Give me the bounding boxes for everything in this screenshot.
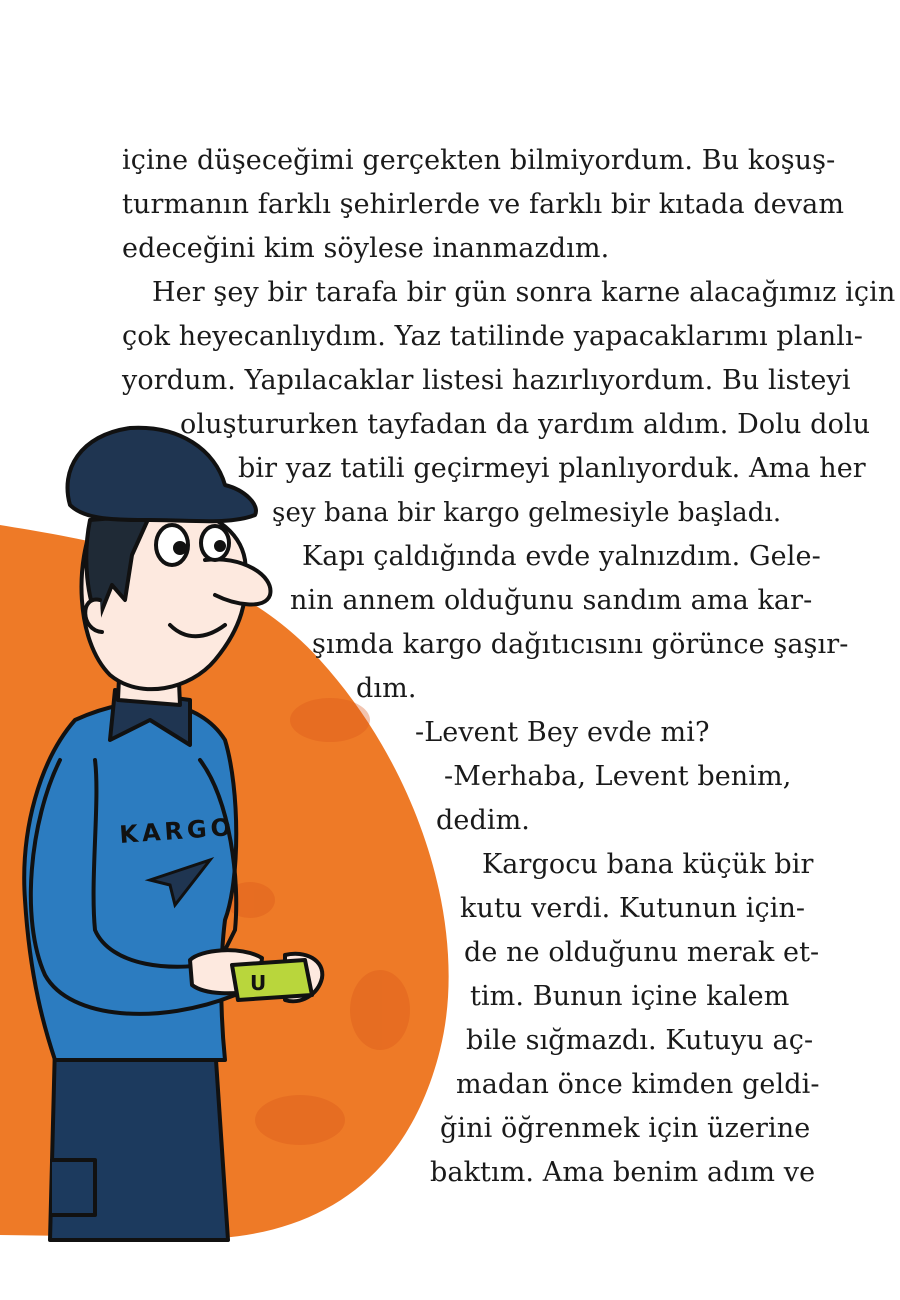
text-line: baktım. Ama benim adım ve [430, 1157, 816, 1188]
text-line: şey bana bir kargo gelmesiyle başladı. [272, 498, 782, 528]
text-line: dedim. [436, 805, 530, 836]
text-line: -Merhaba, Levent benim, [444, 761, 792, 792]
text-line: kutu verdi. Kutunun için- [460, 893, 806, 924]
text-line: dım. [356, 673, 417, 704]
text-line: yordum. Yapılacaklar listesi hazırlıyordum. Bu listeyi [122, 365, 851, 396]
text-line: şımda kargo dağıtıcısını görünce şaşır- [312, 629, 849, 660]
shirt-logo: KARGO [118, 812, 236, 849]
text-line: madan önce kimden geldi- [456, 1069, 820, 1100]
text-line: tim. Bunun içine kalem [470, 981, 790, 1012]
parcel-box-icon [232, 960, 312, 1000]
text-line: turmanın farklı şehirlerde ve farklı bir kıtada devam [122, 189, 845, 220]
text-line: ğini öğrenmek için üzerine [440, 1113, 811, 1144]
text-line: edeceğini kim söylese inanmazdım. [122, 233, 610, 264]
text-line: içine düşeceğimi gerçekten bilmiyordum. Bu koşuş- [122, 145, 836, 176]
text-line: -Levent Bey evde mi? [415, 717, 710, 748]
text-line: oluştururken tayfadan da yardım aldım. Dolu dolu [180, 409, 871, 440]
text-line: bir yaz tatili geçirmeyi planlıyorduk. Ama her [238, 453, 866, 484]
text-line: çok heyecanlıydım. Yaz tatilinde yapacaklarımı planlı- [122, 321, 863, 352]
text-line: Her şey bir tarafa bir gün sonra karne alacağımız için [152, 277, 896, 308]
box-letter: U [250, 971, 267, 995]
text-line: Kargocu bana küçük bir [482, 849, 814, 880]
text-line: Kapı çaldığında evde yalnızdım. Gele- [302, 541, 821, 572]
text-line: nin annem olduğunu sandım ama kar- [290, 585, 813, 616]
text-line: de ne olduğunu merak et- [464, 937, 820, 968]
text-line: bile sığmazdı. Kutuyu aç- [466, 1025, 814, 1056]
